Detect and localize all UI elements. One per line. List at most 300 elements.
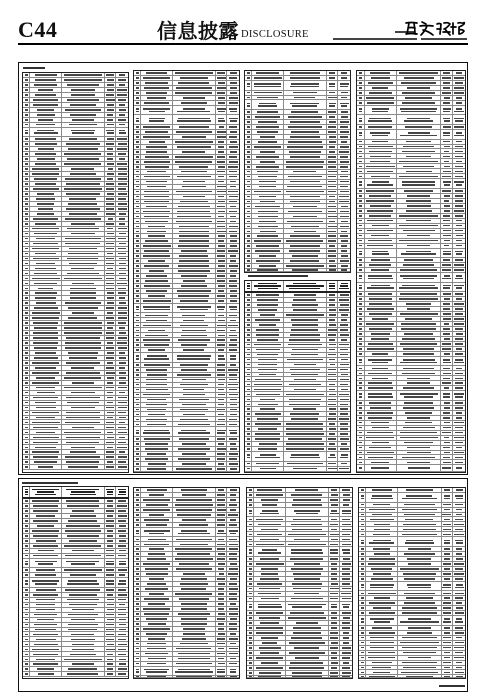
illegible-text [359,269,362,271]
illegible-text [291,524,322,526]
illegible-text [175,156,214,158]
continued-to-note [439,685,465,687]
illegible-text [146,618,167,620]
illegible-text [359,368,362,370]
table-cell [173,219,216,223]
illegible-text [247,344,250,346]
table-cell [141,557,173,561]
illegible-text [176,648,211,650]
table-cell [62,376,105,380]
illegible-text [36,515,56,517]
illegible-text [107,535,113,537]
illegible-text [181,335,208,337]
table-cell [227,457,239,461]
table-cell [357,258,365,262]
illegible-text [107,432,112,434]
table-cell [338,338,350,342]
table-cell [247,547,254,556]
illegible-text [107,402,112,404]
illegible-text [292,676,322,678]
table-cell [327,333,339,337]
illegible-text [67,158,99,160]
table-cell [254,597,286,601]
table-cell [365,229,397,233]
illegible-text [361,534,364,536]
table-cell [134,343,141,347]
table-cell [30,381,62,385]
table-cell [116,232,128,236]
illegible-text [107,362,113,364]
illegible-text [361,558,364,560]
illegible-text [230,364,236,366]
table-cell [441,451,453,455]
illegible-text [291,354,318,356]
illegible-text [359,181,362,183]
illegible-text [118,322,126,324]
table-row [245,452,350,462]
table-cell [30,331,62,335]
table-cell [116,266,128,270]
table-cell [338,298,350,302]
table-cell [357,421,365,425]
table-cell [252,298,284,302]
illegible-text [249,549,252,551]
table-cell [62,598,105,602]
illegible-text [369,328,392,330]
table-cell [30,376,62,380]
table-cell [338,467,350,471]
table-cell [329,503,341,507]
table-cell [227,508,239,512]
illegible-text [286,285,324,287]
table-cell [247,488,254,492]
illegible-text [361,548,364,550]
illegible-text [35,163,56,165]
illegible-text [260,314,276,316]
table-cell [284,328,327,332]
table-cell [227,101,239,105]
illegible-text [70,104,96,106]
illegible-text [25,198,28,200]
illegible-text [183,633,204,635]
table-cell [30,430,62,434]
illegible-text [179,226,209,228]
illegible-text [407,87,430,89]
illegible-text [368,563,395,565]
table-cell [23,108,30,112]
illegible-text [443,215,449,217]
illegible-text [401,82,435,84]
table-cell [357,302,365,306]
illegible-text [218,539,224,541]
table-cell [227,422,239,426]
illegible-text [147,468,166,470]
illegible-text [136,598,139,600]
table-cell [105,613,117,617]
illegible-text [290,121,320,123]
table-cell [105,326,117,330]
table-cell [216,676,228,677]
illegible-text [371,422,389,424]
illegible-text [331,519,337,521]
table-cell [357,174,365,178]
table-cell [105,187,117,191]
table-cell [141,145,173,149]
table-cell [441,312,453,316]
illegible-text [407,462,429,464]
table-cell [227,170,239,174]
table-cell [397,169,441,173]
illegible-text [329,299,335,301]
table-cell [105,217,117,221]
illegible-text [183,389,204,391]
table-cell [247,636,254,640]
table-header-cell [252,281,284,291]
table-cell [245,150,252,154]
illegible-text [217,453,225,455]
illegible-text [217,226,226,228]
illegible-text [71,407,96,409]
illegible-text [369,447,391,449]
illegible-text [368,457,393,459]
table-cell [116,197,128,201]
table-cell [116,598,128,602]
illegible-text [145,653,168,655]
table-cell [227,398,239,402]
table-cell [173,234,216,238]
illegible-text [286,191,325,193]
illegible-text [33,535,58,537]
illegible-text [443,111,450,113]
illegible-text [247,299,250,301]
illegible-text [36,377,55,379]
table-cell [30,460,62,464]
table-cell [30,416,62,420]
table-cell [327,190,339,194]
illegible-text [25,74,28,76]
illegible-text [229,146,238,148]
table-cell [252,358,284,362]
illegible-text [257,269,278,271]
table-cell [30,391,62,395]
table-cell [338,363,350,367]
table-cell [327,298,339,302]
illegible-text [256,394,280,396]
illegible-text [361,618,364,620]
illegible-text [444,151,449,153]
table-row [247,508,352,518]
illegible-text [144,196,169,198]
table-cell [23,416,30,420]
illegible-text [256,294,278,296]
table-cell [173,632,216,636]
table-cell [105,509,117,513]
illegible-text [217,519,225,521]
illegible-text [247,334,250,336]
table-cell [116,108,128,112]
illegible-text [341,389,348,391]
table-cell [105,336,117,340]
illegible-text [247,404,250,406]
illegible-text [119,218,125,220]
table-cell [245,259,252,263]
illegible-text [249,524,252,526]
illegible-text [25,510,28,512]
illegible-text [443,412,449,414]
table-cell [365,164,397,168]
table-cell [216,632,228,636]
illegible-text [107,673,113,675]
illegible-text [359,259,362,261]
table-cell [365,441,397,445]
illegible-text [341,339,347,341]
illegible-text [400,362,438,364]
table-cell [134,125,141,129]
table-cell [245,328,252,332]
table-cell [62,544,105,548]
illegible-text [148,235,165,237]
table-cell [398,488,441,492]
table-cell [105,152,117,156]
table-cell [441,174,453,178]
table-cell [116,662,128,666]
illegible-text [369,151,392,153]
illegible-text [230,300,237,302]
table-cell [284,219,327,223]
illegible-text [341,359,348,361]
table-cell [286,671,329,675]
illegible-text [71,223,94,225]
illegible-text [118,456,127,458]
illegible-text [65,530,102,532]
table-cell [245,447,252,451]
table-cell [359,552,366,556]
table-cell [141,234,173,238]
illegible-text [119,377,126,379]
table-cell [23,311,30,315]
illegible-text [68,668,97,670]
illegible-text [407,584,431,586]
illegible-text [177,306,211,308]
illegible-text [107,322,114,324]
illegible-text [444,422,450,424]
table-cell [227,115,239,124]
table-cell [62,662,105,666]
illegible-text [230,181,236,183]
illegible-text [64,153,101,155]
table-cell [134,71,141,75]
illegible-text [286,314,324,316]
table-cell [62,371,105,375]
table-cell [62,167,105,171]
illegible-text [329,389,335,391]
table-cell [116,657,128,661]
table-cell [62,396,105,400]
table-cell [216,170,228,174]
illegible-text [71,168,94,170]
table-cell [329,557,341,561]
illegible-text [65,243,100,245]
table-cell [338,343,350,347]
illegible-text [107,659,113,661]
illegible-text [145,568,167,570]
illegible-text [218,489,224,491]
illegible-text [372,627,392,629]
table-cell [134,637,141,641]
illegible-text [25,292,28,294]
illegible-text [33,634,58,636]
table-cell [23,420,30,424]
illegible-text [218,633,225,635]
illegible-text [443,141,451,143]
illegible-text [183,196,205,198]
table-cell [23,568,30,572]
illegible-text [293,588,322,590]
illegible-text [182,519,206,521]
illegible-text [443,368,450,370]
table-cell [252,135,284,139]
illegible-text [342,510,351,512]
table-cell [286,621,329,625]
illegible-text [32,412,59,414]
illegible-text [230,255,236,257]
table-cell [227,254,239,258]
illegible-text [328,399,337,401]
illegible-text [136,608,139,610]
table-cell [134,632,141,636]
illegible-text [118,153,126,155]
illegible-text [262,504,278,506]
illegible-text [329,201,334,203]
table-cell [397,322,441,326]
table-cell [105,416,117,420]
table-cell [329,671,341,675]
illegible-text [68,253,98,255]
lower-disclosure-section [18,478,468,692]
illegible-text [106,357,114,359]
illegible-text [290,196,320,198]
table-cell [359,513,366,517]
illegible-text [218,309,223,311]
illegible-text [38,89,53,91]
illegible-text [456,542,463,544]
illegible-text [340,191,349,193]
table-cell [173,582,216,586]
table-cell [23,361,30,365]
continued-from-note [23,67,45,69]
table-cell [30,182,62,186]
table-cell [252,333,284,337]
table-cell [286,646,329,650]
table-cell [173,523,216,527]
table-cell [327,180,339,184]
illegible-text [361,587,364,589]
illegible-text [143,563,170,565]
illegible-text [107,138,114,140]
illegible-text [339,288,349,290]
table-cell [365,460,397,464]
illegible-text [443,621,451,623]
illegible-text [340,404,348,406]
illegible-text [218,320,225,322]
illegible-text [176,568,211,570]
illegible-text [136,344,139,346]
illegible-text [228,573,238,575]
illegible-text [230,578,237,580]
table-cell [216,249,228,253]
illegible-text [230,235,237,237]
illegible-text [444,553,450,555]
illegible-text [107,114,113,116]
table-cell [134,503,141,507]
illegible-text [296,622,318,624]
illegible-text [367,308,394,310]
table-cell [365,327,397,331]
table-cell [453,140,465,144]
illegible-text [402,285,435,287]
illegible-text [67,273,98,275]
illegible-text [454,573,464,575]
illegible-text [329,260,335,262]
illegible-text [456,287,463,289]
illegible-text [218,176,224,178]
table-cell [227,106,239,115]
table-cell [247,503,254,507]
table-cell [23,147,30,151]
illegible-text [217,231,226,233]
table-cell [216,393,228,397]
illegible-text [444,323,450,325]
illegible-text [68,307,98,309]
table-header-cell [284,281,327,291]
illegible-text [181,102,207,104]
illegible-text [444,298,450,300]
illegible-text [288,176,322,178]
illegible-text [361,542,364,544]
illegible-text [118,649,126,651]
illegible-text [229,419,237,421]
table-row [245,81,350,91]
table-cell [252,467,284,471]
table-cell [453,601,465,605]
table-cell [173,115,216,124]
table-cell [397,101,441,105]
table-cell [62,568,105,572]
illegible-text [136,72,139,74]
illegible-text [258,448,276,450]
illegible-text [359,118,362,120]
table-cell [245,422,252,426]
table-cell [340,602,352,611]
table-cell [254,656,286,660]
table-cell [141,508,173,512]
table-cell [141,552,173,556]
table-row [359,537,465,547]
table-cell [286,527,329,531]
table-cell [116,83,128,87]
illegible-text [37,213,55,215]
illegible-text [119,104,125,106]
illegible-text [119,535,126,537]
table-cell [286,508,329,517]
illegible-text [367,412,393,414]
table-cell [23,406,30,410]
table-cell [359,577,366,581]
illegible-text [286,240,323,242]
table-cell [116,252,128,256]
table-cell [23,430,30,434]
table-cell [105,222,117,226]
